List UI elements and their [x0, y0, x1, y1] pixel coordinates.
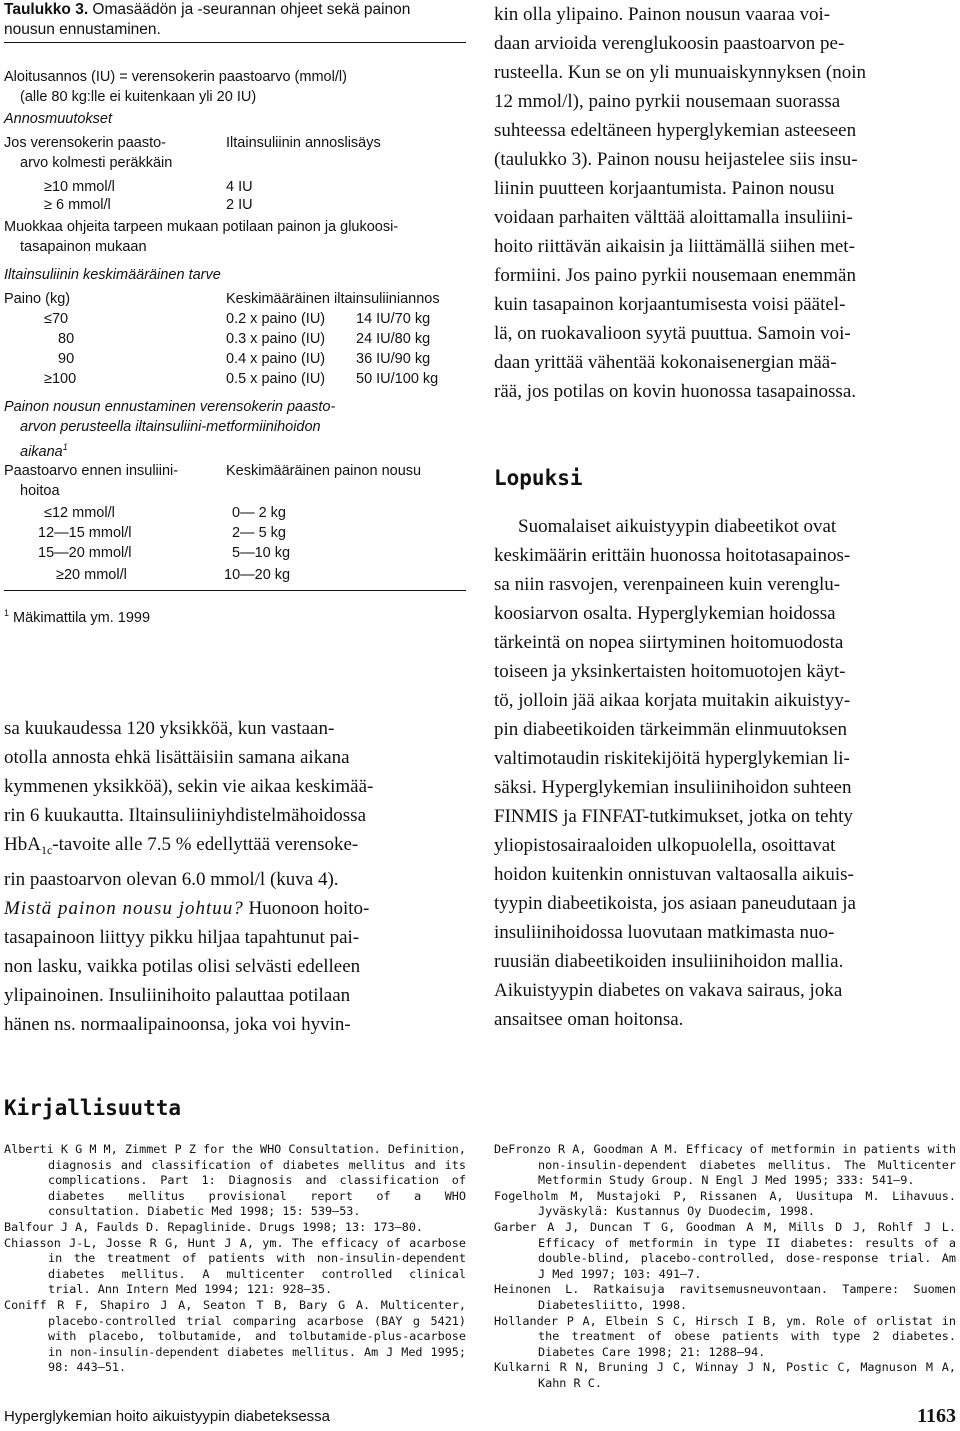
weight-row-3-w: 90	[58, 351, 75, 367]
conclusion-line: koosiarvon osalta. Hyperglykemian hoidossa	[494, 603, 836, 624]
start-dose-line-2: (alle 80 kg:lle ei kuitenkaan yli 20 IU)	[20, 89, 257, 105]
table-footnote-text: Mäkimattila ym. 1999	[9, 609, 151, 626]
right-line: kuin tasapainon korjaantumisesta voisi päätel-	[494, 294, 846, 315]
weight-row-1-w	[44, 310, 68, 328]
weight-row-2-d: 24 IU/80 kg	[356, 331, 431, 347]
left-line-9: non lasku, vaikka potilas olisi selvästi edelleen	[4, 956, 361, 977]
start-dose-line-1: Aloitusannos (IU) = verensokerin paastoarvo (mmol/l)	[4, 69, 347, 85]
avg-need-heading: Iltainsuliinin keskimääräinen tarve	[4, 267, 221, 283]
conclusion-line: yliopistosairaaloiden ulkopuolella, osoittavat	[494, 835, 836, 856]
dose-row-1-c1	[44, 178, 115, 196]
gain-row-1-c2: 0— 2 kg	[232, 505, 286, 521]
avg-dose-col-header: Keskimääräinen iltainsuliiniannos	[226, 291, 440, 307]
right-line: rää, jos potilas on kovin huonossa tasapainossa.	[494, 381, 857, 402]
gain-row-4-c1	[56, 566, 127, 584]
references-right-column	[494, 1142, 956, 1392]
left-line-11: hänen ns. normaalipainoonsa, joka voi hyvin-	[4, 1014, 351, 1035]
gain-row-3-c2: 5—10 kg	[232, 545, 291, 561]
weight-row-2-w: 80	[58, 331, 75, 347]
conclusion-line: Aikuistyypin diabetes on vakava sairaus, joka	[494, 980, 843, 1001]
conclusion-line: tö, jolloin jää aikaa korjata muitakin aikuistyy-	[494, 690, 851, 711]
dose-row-2-c2: 2 IU	[226, 197, 253, 213]
left-line-7	[4, 894, 466, 923]
table-caption-text-2: nousun ennustaminen.	[4, 21, 161, 38]
table-caption-label: Taulukko 3.	[4, 1, 89, 18]
gain-heading-2: arvon perusteella iltainsuliini-metformiinihoidon	[20, 419, 321, 435]
fasting-col-header-1: Paastoarvo ennen insuliini-	[4, 463, 179, 479]
dose-changes-heading: Annosmuutokset	[4, 111, 113, 127]
reference-entry: Chiasson J-L, Josse R G, Hunt J A, ym. The efficacy of acarbose in the treatment of patients with non-insulin-dependent diabetes mellitus. A multicenter controlled clinical trial. Ann Intern Med 1994; 121: 928—35.	[4, 1235, 466, 1297]
gain-row-1-c1	[44, 504, 115, 522]
weight-row-3-f: 0.4 x paino (IU)	[226, 351, 326, 367]
gain-col-header: Keskimääräinen painon nousu	[226, 463, 422, 479]
weight-row-1-value: 70	[51, 311, 69, 327]
reference-entry: Alberti K G M M, Zimmet P Z for the WHO Consultation. Definition, diagnosis and classification of diabetes mellitus and its complications. Part 1: Diagnosis and classification of diabetes mellitus provisional report of a WHO consultation. Diabetic Med 1998; 15: 539—53.	[4, 1142, 466, 1219]
gain-heading-3-text: aikana	[20, 443, 63, 460]
conclusion-line: ruusiän diabeetikoiden insuliinihoidon mallia.	[494, 951, 844, 972]
reference-entry: DeFronzo R A, Goodman A M. Efficacy of metformin in patients with non-insulin-dependent diabetes mellitus. The Multicenter Metformin Study Group. N Engl J Med 1995; 333: 541—9.	[494, 1142, 956, 1188]
conclusion-text	[494, 512, 956, 1034]
reference-entry: Garber A J, Duncan T G, Goodman A M, Mills D J, Rohlf J L. Efficacy of metformin in type II diabetes: results of a double-blind, placebo-controlled, dose-response trial. Am J Med 1997; 103: 491—7.	[494, 1219, 956, 1281]
weight-row-2-f: 0.3 x paino (IU)	[226, 331, 326, 347]
right-line: suhteessa edeltäneen hyperglykemian asteeseen	[494, 120, 857, 141]
subheading-weight-gain: Mistä painon nousu johtuu?	[4, 898, 244, 919]
conclusion-line: tärkeintä on nopea siirtyminen hoitomuodosta	[494, 632, 844, 653]
dose-row-1-threshold: 10 mmol/l	[51, 179, 115, 195]
reference-entry: Balfour J A, Faulds D. Repaglinide. Drugs 1998; 13: 173—80.	[4, 1219, 424, 1234]
conclusion-line: keskimäärin erittäin huonossa hoitotasapainos-	[494, 545, 851, 566]
right-line: (taulukko 3). Painon nousu heijastelee siis insu-	[494, 149, 858, 170]
weight-row-1-f: 0.2 x paino (IU)	[226, 311, 326, 327]
gain-row-2-c1: 12—15 mmol/l	[38, 525, 132, 541]
gain-row-2-c2: 2— 5 kg	[232, 525, 286, 541]
right-line: lä, on ruokavalioon syytä puuttua. Samoin voi-	[494, 323, 851, 344]
conclusion-line: pin diabeetikoiden tärkeimmän elinmuutoksen	[494, 719, 847, 740]
right-line: formiini. Jos paino pyrkii nousemaan enemmän	[494, 265, 856, 286]
weight-row-4-f: 0.5 x paino (IU)	[226, 371, 326, 387]
conclusion-line: tyypin diabeetikoista, jos asiaan paneudutaan ja	[494, 893, 856, 914]
page-number: 1163	[917, 1405, 956, 1427]
table-footnote-mark: 1	[4, 608, 10, 618]
weight-row-3-d: 36 IU/90 kg	[356, 351, 431, 367]
dose-row-2-threshold: 6 mmol/l	[51, 197, 111, 213]
conclusion-line: valtimotaudin riskitekijöitä hyperglykemian li-	[494, 748, 850, 769]
reference-entry: Fogelholm M, Mustajoki P, Rissanen A, Uusitupa M. Lihavuus. Jyväskylä: Kustannus Oy Duodecim, 1998.	[494, 1188, 956, 1219]
right-line: rusteella. Kun se on yli munuaiskynnyksen (noin	[494, 62, 867, 83]
gain-heading-3	[20, 438, 68, 461]
section-title-lopuksi: Lopuksi	[494, 466, 583, 490]
weight-col-header: Paino (kg)	[4, 291, 71, 307]
table-caption	[4, 0, 466, 40]
gain-row-4-value: 20 mmol/l	[63, 567, 127, 583]
reference-entry: Kulkarni R N, Bruning J C, Winnay J N, Postic C, Magnuson M A, Kahn R C.	[494, 1360, 956, 1390]
left-line-6: rin paastoarvon olevan 6.0 mmol/l (kuva 4).	[4, 869, 339, 890]
conclusion-line: insuliinihoidossa luovutaan matkimasta nuo-	[494, 922, 835, 943]
gain-heading-footnote-mark: 1	[62, 442, 68, 452]
dose-col2-header: Iltainsuliinin annoslisäys	[226, 135, 381, 151]
references-left-column	[4, 1142, 466, 1376]
dose-col1-a: Jos verensokerin paasto-	[4, 135, 166, 151]
left-line-5	[4, 830, 466, 865]
adjust-note-2: tasapainon mukaan	[20, 239, 147, 255]
right-line: kin olla ylipaino. Painon nousun vaaraa voi-	[494, 4, 831, 25]
weight-row-4-value: 100	[51, 371, 77, 387]
conclusion-line: FINMIS ja FINFAT-tutkimukset, jotka on tehty	[494, 806, 853, 827]
left-body-text	[4, 714, 466, 1039]
left-line-1: sa kuukaudessa 120 yksikköä, kun vastaan-	[4, 718, 335, 739]
conclusion-line: ansaitsee oman hoitonsa.	[494, 1009, 684, 1030]
reference-entry: Heinonen L. Ratkaisuja ravitsemusneuvontaan. Tampere: Suomen Diabetesliitto, 1998.	[494, 1282, 956, 1312]
adjust-note-1: Muokkaa ohjeita tarpeen mukaan potilaan painon ja glukoosi-	[4, 219, 399, 235]
right-line: voidaan parhaiten välttää aloittamalla insuliini-	[494, 207, 853, 228]
left-line-8: tasapainoon liittyy pikku hiljaa tapahtunut pai-	[4, 927, 360, 948]
right-line: daan arvioida verenglukoosin paastoarvon pe-	[494, 33, 845, 54]
right-body-text	[494, 0, 956, 406]
conclusion-line: Suomalaiset aikuistyypin diabeetikot ovat	[518, 516, 837, 537]
conclusion-line: toiseen ja yksinkertaisten hoitomuotojen käyt-	[494, 661, 846, 682]
left-line-3: kymmenen yksikköä), sekin vie aikaa keskimää-	[4, 776, 374, 797]
fasting-col-header-2: hoitoa	[20, 483, 60, 499]
hba-label: HbA	[4, 834, 41, 855]
right-line: daan yrittää vähentää kokonaisenergian mää-	[494, 352, 837, 373]
references-title: Kirjallisuutta	[4, 1096, 182, 1120]
left-line-5-rest: -tavoite alle 7.5 % edellyttää verensoke-	[52, 834, 359, 855]
weight-row-4-d: 50 IU/100 kg	[356, 371, 439, 387]
conclusion-line: säksi. Hyperglykemian insuliinihoidon suhteen	[494, 777, 852, 798]
left-line-7-rest: Huonoon hoito-	[243, 898, 370, 919]
weight-row-1-d: 14 IU/70 kg	[356, 311, 431, 327]
conclusion-line: hoidon kuitenkin onnistuvan valtaosalla aikuis-	[494, 864, 854, 885]
table-footnote	[4, 604, 150, 627]
gain-heading-1: Painon nousun ennustaminen verensokerin paasto-	[4, 399, 336, 415]
conclusion-line: sa niin rasvojen, verenpaineen kuin verenglu-	[494, 574, 841, 595]
gain-row-3-c1: 15—20 mmol/l	[38, 545, 132, 561]
dose-row-1-c2: 4 IU	[226, 179, 253, 195]
left-line-10: ylipainoinen. Insuliinihoito palauttaa potilaan	[4, 985, 351, 1006]
reference-entry: Coniff R F, Shapiro J A, Seaton T B, Bary G A. Multicenter, placebo-controlled trial comparing acarbose (BAY g 5421) with placebo, tolbutamide, and tolbutamide-plus-acarbose in non-insulin-dependent diabetes mellitus. Am J Med 1995; 98: 443—51.	[4, 1297, 466, 1375]
reference-entry: Hollander P A, Elbein S C, Hirsch I B, ym. Role of orlistat in the treatment of obese patients with type 2 diabetes. Diabetes Care 1998; 21: 1288—94.	[494, 1313, 956, 1359]
left-line-2: otolla annosta ehkä lisättäisiin samana aikana	[4, 747, 350, 768]
right-line: liinin puutteen korjaantumista. Painon nousu	[494, 178, 835, 199]
running-title: Hyperglykemian hoito aikuistyypin diabeteksessa	[4, 1408, 331, 1425]
table-caption-text: Omasäädön ja -seurannan ohjeet sekä painon	[88, 1, 411, 18]
dose-row-2-c1	[44, 196, 111, 214]
table-top-rule	[4, 42, 466, 43]
right-line: hoito riittävän aikaisin ja liittämällä siihen met-	[494, 236, 855, 257]
weight-row-4-w	[44, 370, 76, 388]
gain-row-1-value: 12 mmol/l	[51, 505, 115, 521]
hba-subscript: 1c	[40, 843, 53, 857]
table-bottom-rule	[4, 590, 466, 591]
gain-row-4-c2: 10—20 kg	[224, 567, 291, 583]
left-line-4: rin 6 kuukautta. Iltainsuliiniyhdistelmähoidossa	[4, 805, 367, 826]
dose-col1-b: arvo kolmesti peräkkäin	[20, 155, 173, 171]
right-line: 12 mmol/l), paino pyrkii nousemaan suorassa	[494, 91, 841, 112]
